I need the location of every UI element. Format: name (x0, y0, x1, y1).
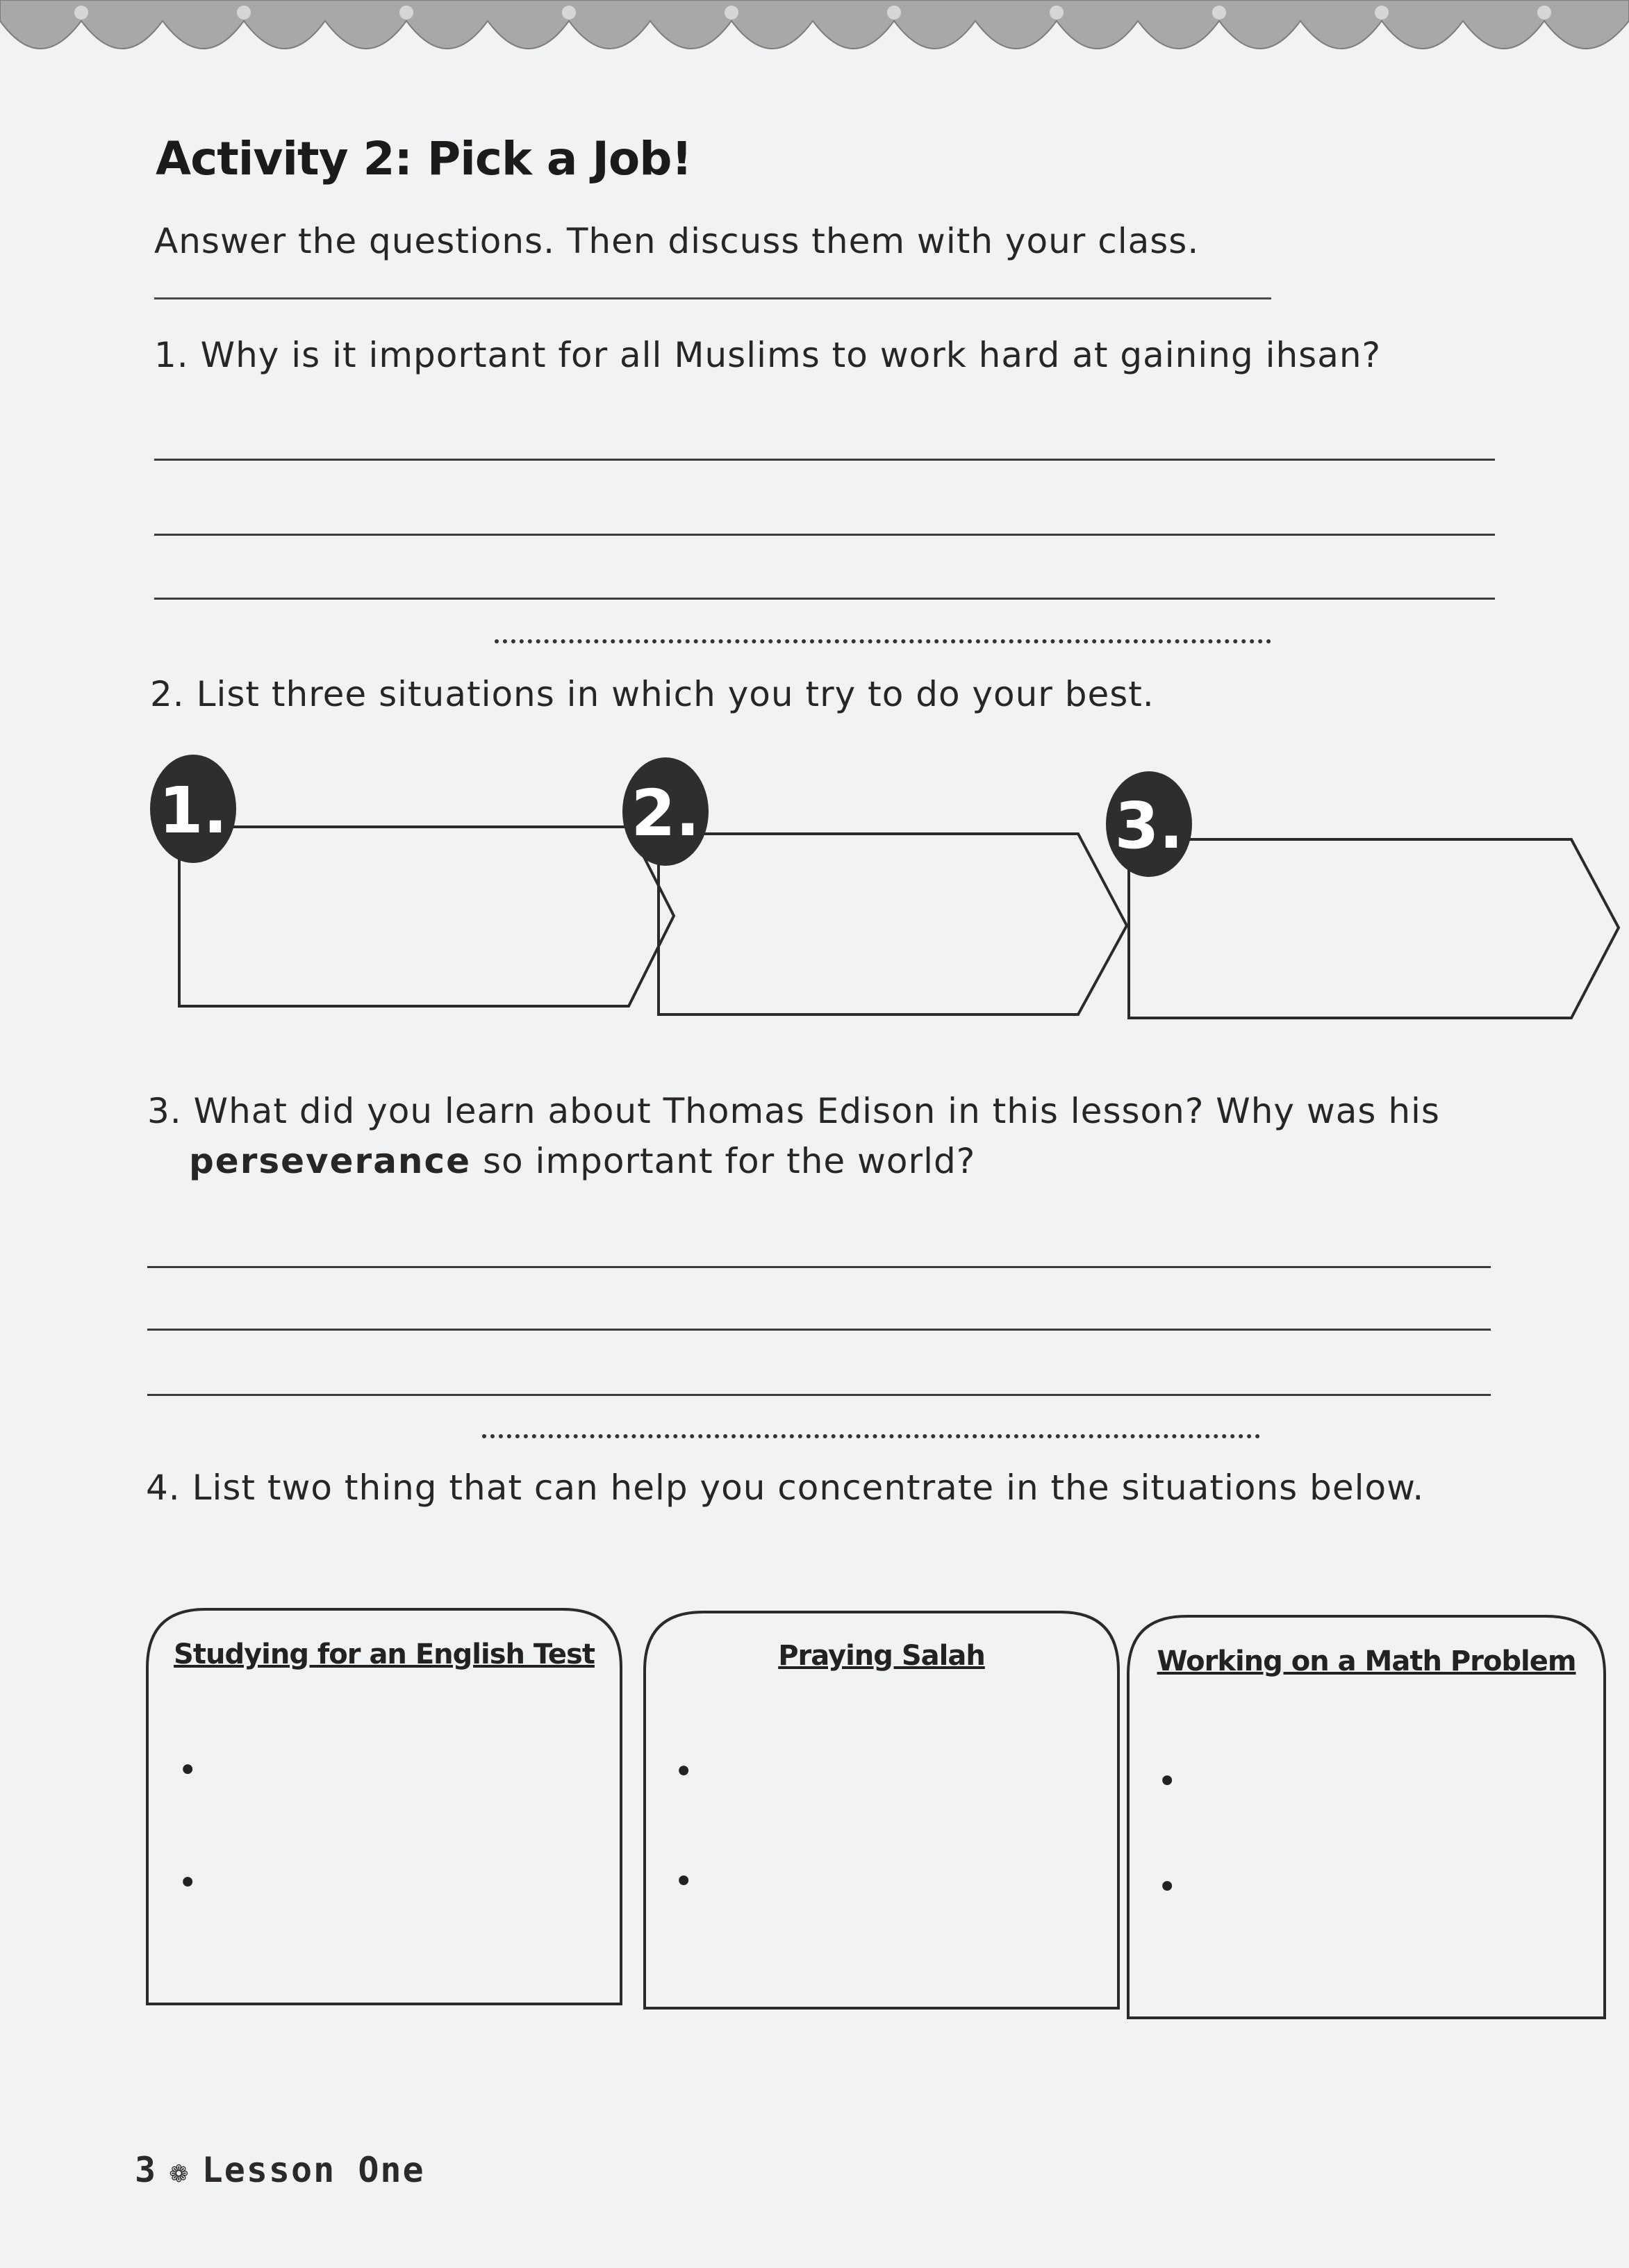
card-bullet: • (1157, 1762, 1177, 1801)
card-bullet: • (674, 1862, 694, 1901)
question-text: What did you learn about Thomas Edison in this lesson? Why was his (193, 1091, 1440, 1131)
page-number: 3 (135, 2150, 158, 2190)
question-emphasis: perseverance (189, 1141, 472, 1181)
badge-label: 2. (631, 776, 700, 850)
question-text: so important for the world? (483, 1141, 976, 1181)
question-number: 3. (147, 1091, 182, 1131)
badge-label: 3. (1114, 789, 1184, 863)
card-title-praying-salah: Praying Salah (778, 1640, 985, 1672)
lesson-label: Lesson One (201, 2150, 425, 2190)
flower-icon: ❁ (169, 2154, 190, 2189)
activity-title: Activity 2: Pick a Job! (156, 132, 692, 186)
card-title-math-problem: Working on a Math Problem (1157, 1645, 1576, 1677)
page-footer (135, 2150, 425, 2190)
card-bullet: • (178, 1751, 198, 1790)
badge-label: 1. (158, 773, 228, 848)
card-bullet: • (178, 1864, 198, 1903)
card-bullet: • (1157, 1868, 1177, 1907)
card-title-english-test: Studying for an English Test (174, 1638, 595, 1670)
activity-instructions: Answer the questions. Then discuss them with your class. (154, 221, 1200, 261)
question-number: 1. (154, 335, 189, 375)
card-bullet: • (674, 1752, 694, 1791)
question-number: 2. (150, 674, 185, 714)
question-number: 4. (146, 1468, 181, 1508)
question-text: List three situations in which you try to do your best. (196, 674, 1155, 714)
question-text: List two thing that can help you concentrate in the situations below. (192, 1468, 1425, 1508)
question-text: Why is it important for all Muslims to work hard at gaining ihsan? (200, 335, 1382, 375)
